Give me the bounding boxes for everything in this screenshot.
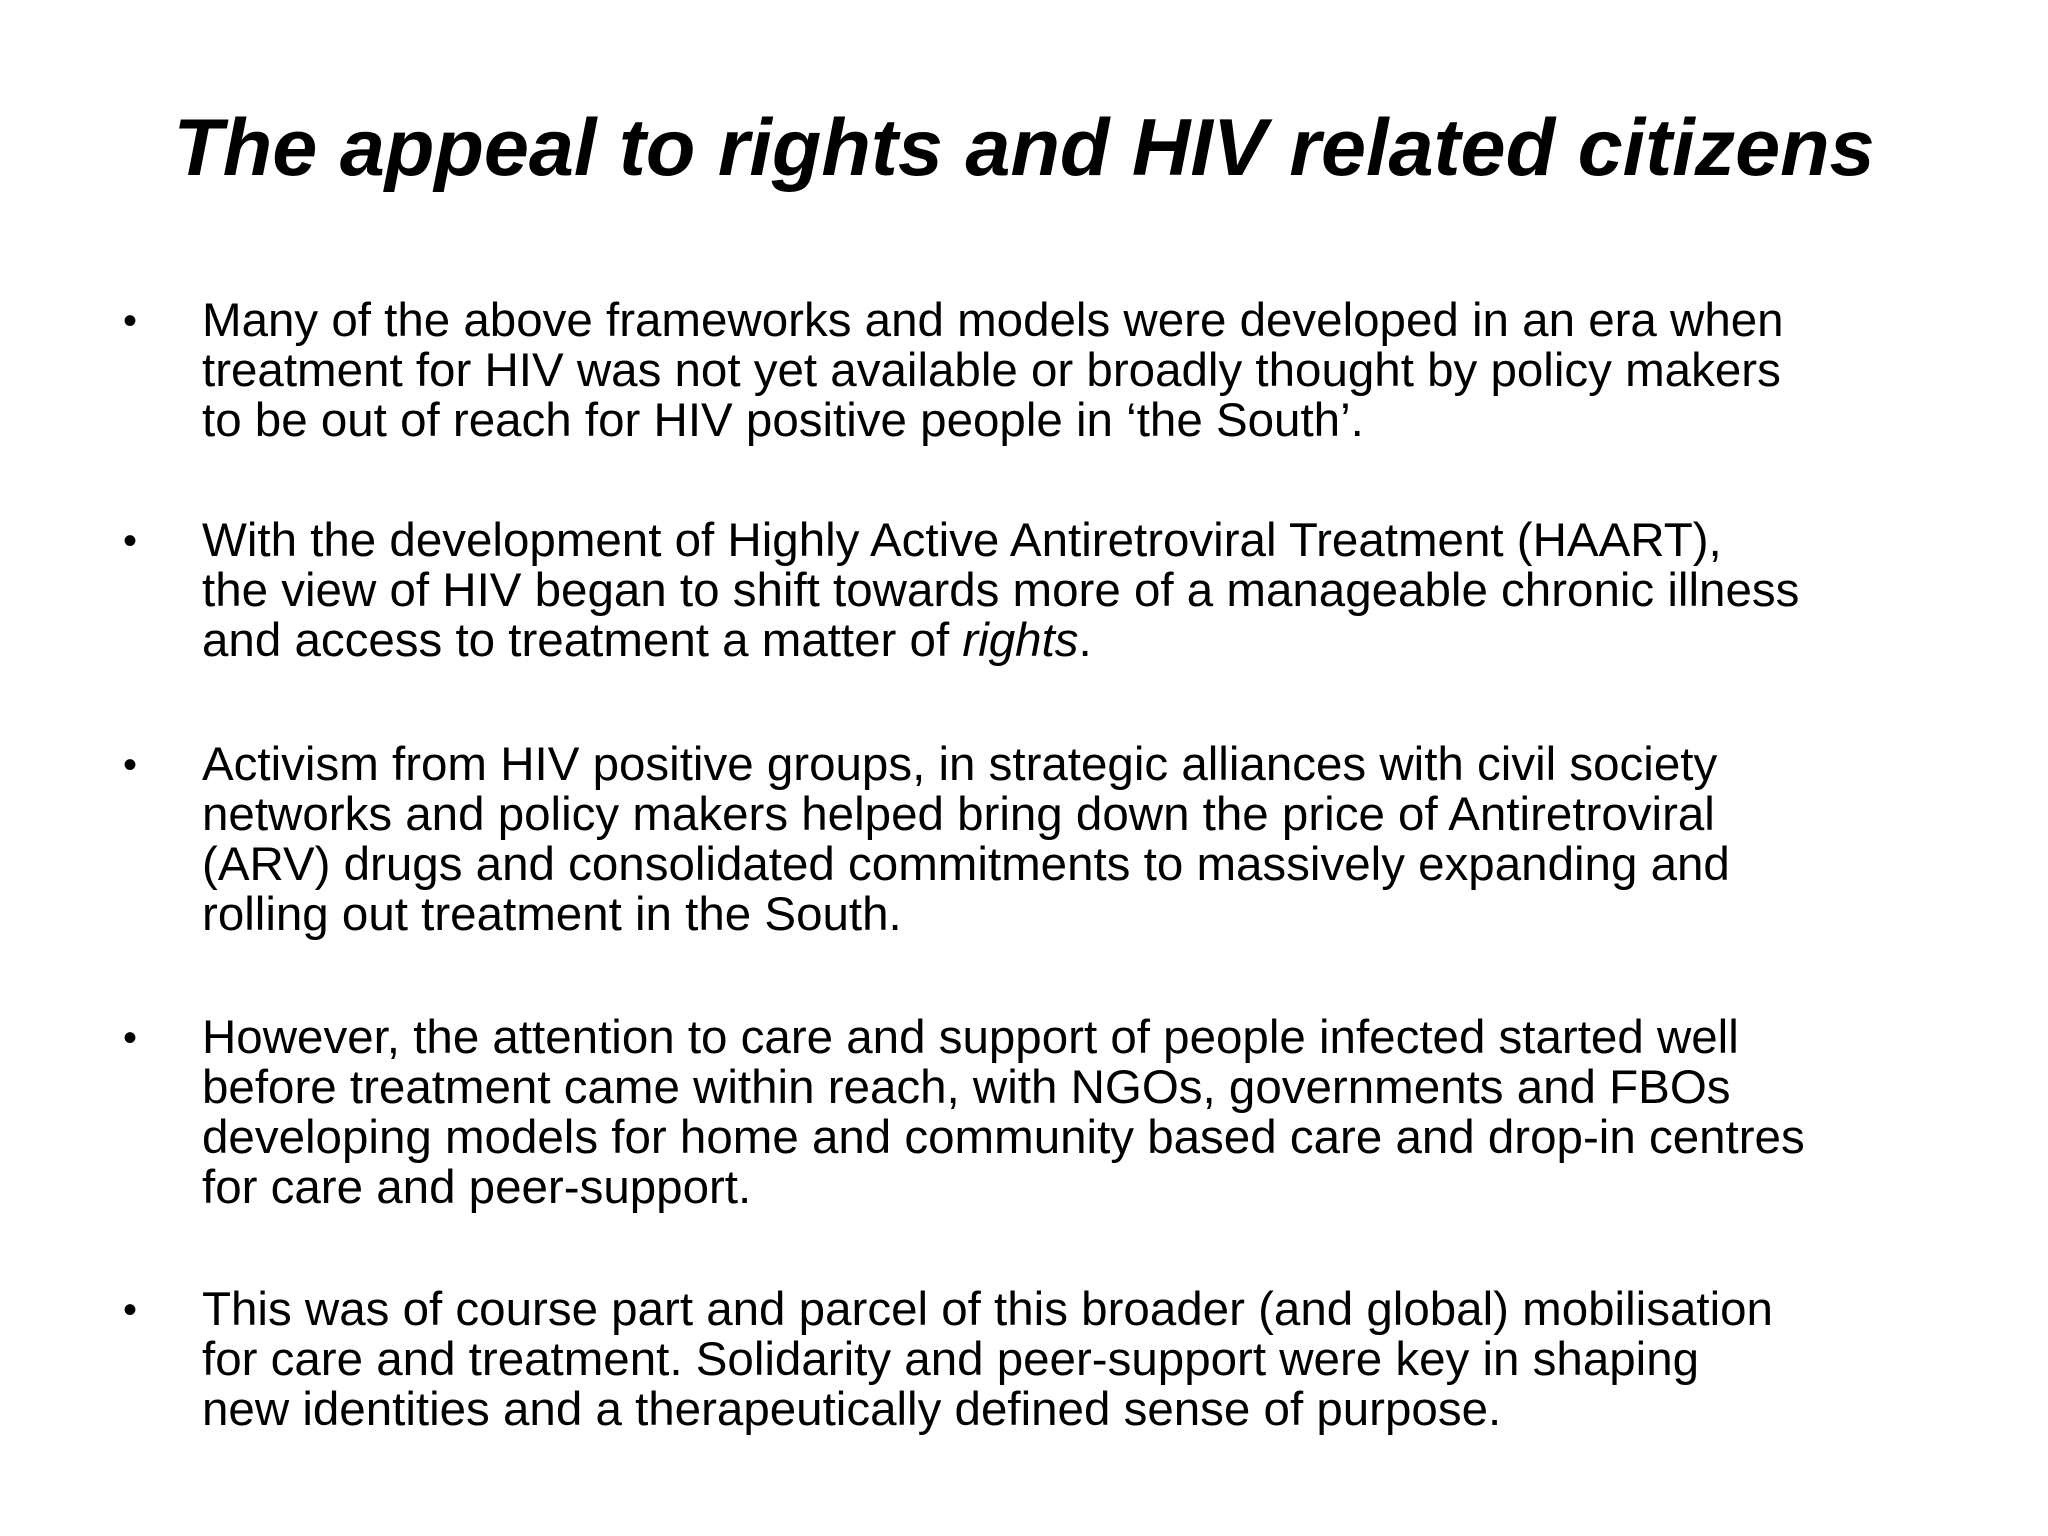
bullet-line: This was of course part and parcel of this broader (and global) mobilisation (202, 1283, 1773, 1336)
bullet-marker: • (123, 1288, 138, 1332)
bullet-text (202, 516, 1942, 666)
bullet-line: developing models for home and community based care and drop-in centres (202, 1111, 1805, 1164)
bullet-line: to be out of reach for HIV positive people in ‘the South’. (202, 394, 1364, 447)
bullet-line: for care and treatment. Solidarity and peer-support were key in shaping (202, 1333, 1700, 1386)
bullet-line: before treatment came within reach, with NGOs, governments and FBOs (202, 1061, 1731, 1114)
emphasis-rights: rights (962, 614, 1079, 667)
slide-title: The appeal to rights and HIV related citizens (173, 103, 1875, 193)
bullet-text (202, 1013, 1942, 1213)
bullet-line: for care and peer-support. (202, 1161, 752, 1214)
bullet-line: With the development of Highly Active Antiretroviral Treatment (HAART), (202, 514, 1722, 567)
bullet-line-prefix: and access to treatment a matter of (202, 614, 963, 667)
bullet-line: However, the attention to care and support of people infected started well (202, 1011, 1739, 1064)
bullet-text (202, 1285, 1942, 1435)
bullet-line: networks and policy makers helped bring down the price of Antiretroviral (202, 788, 1715, 841)
bullet-line: Many of the above frameworks and models were developed in an era when (202, 294, 1784, 347)
bullet-line (202, 616, 1942, 666)
bullet-line: the view of HIV began to shift towards more of a manageable chronic illness (202, 564, 1800, 617)
bullet-line: new identities and a therapeutically defined sense of purpose. (202, 1383, 1502, 1436)
bullet-marker: • (123, 1016, 138, 1060)
bullet-marker: • (123, 519, 138, 563)
bullet-line: (ARV) drugs and consolidated commitments to massively expanding and (202, 838, 1730, 891)
bullet-line: rolling out treatment in the South. (202, 888, 902, 941)
bullet-marker: • (123, 743, 138, 787)
bullet-marker: • (123, 299, 138, 343)
bullet-line-suffix: . (1078, 614, 1092, 667)
bullet-line: Activism from HIV positive groups, in strategic alliances with civil society (202, 738, 1718, 791)
bullet-line: treatment for HIV was not yet available or broadly thought by policy makers (202, 344, 1781, 397)
bullet-text (202, 740, 1942, 940)
bullet-text (202, 296, 1942, 446)
